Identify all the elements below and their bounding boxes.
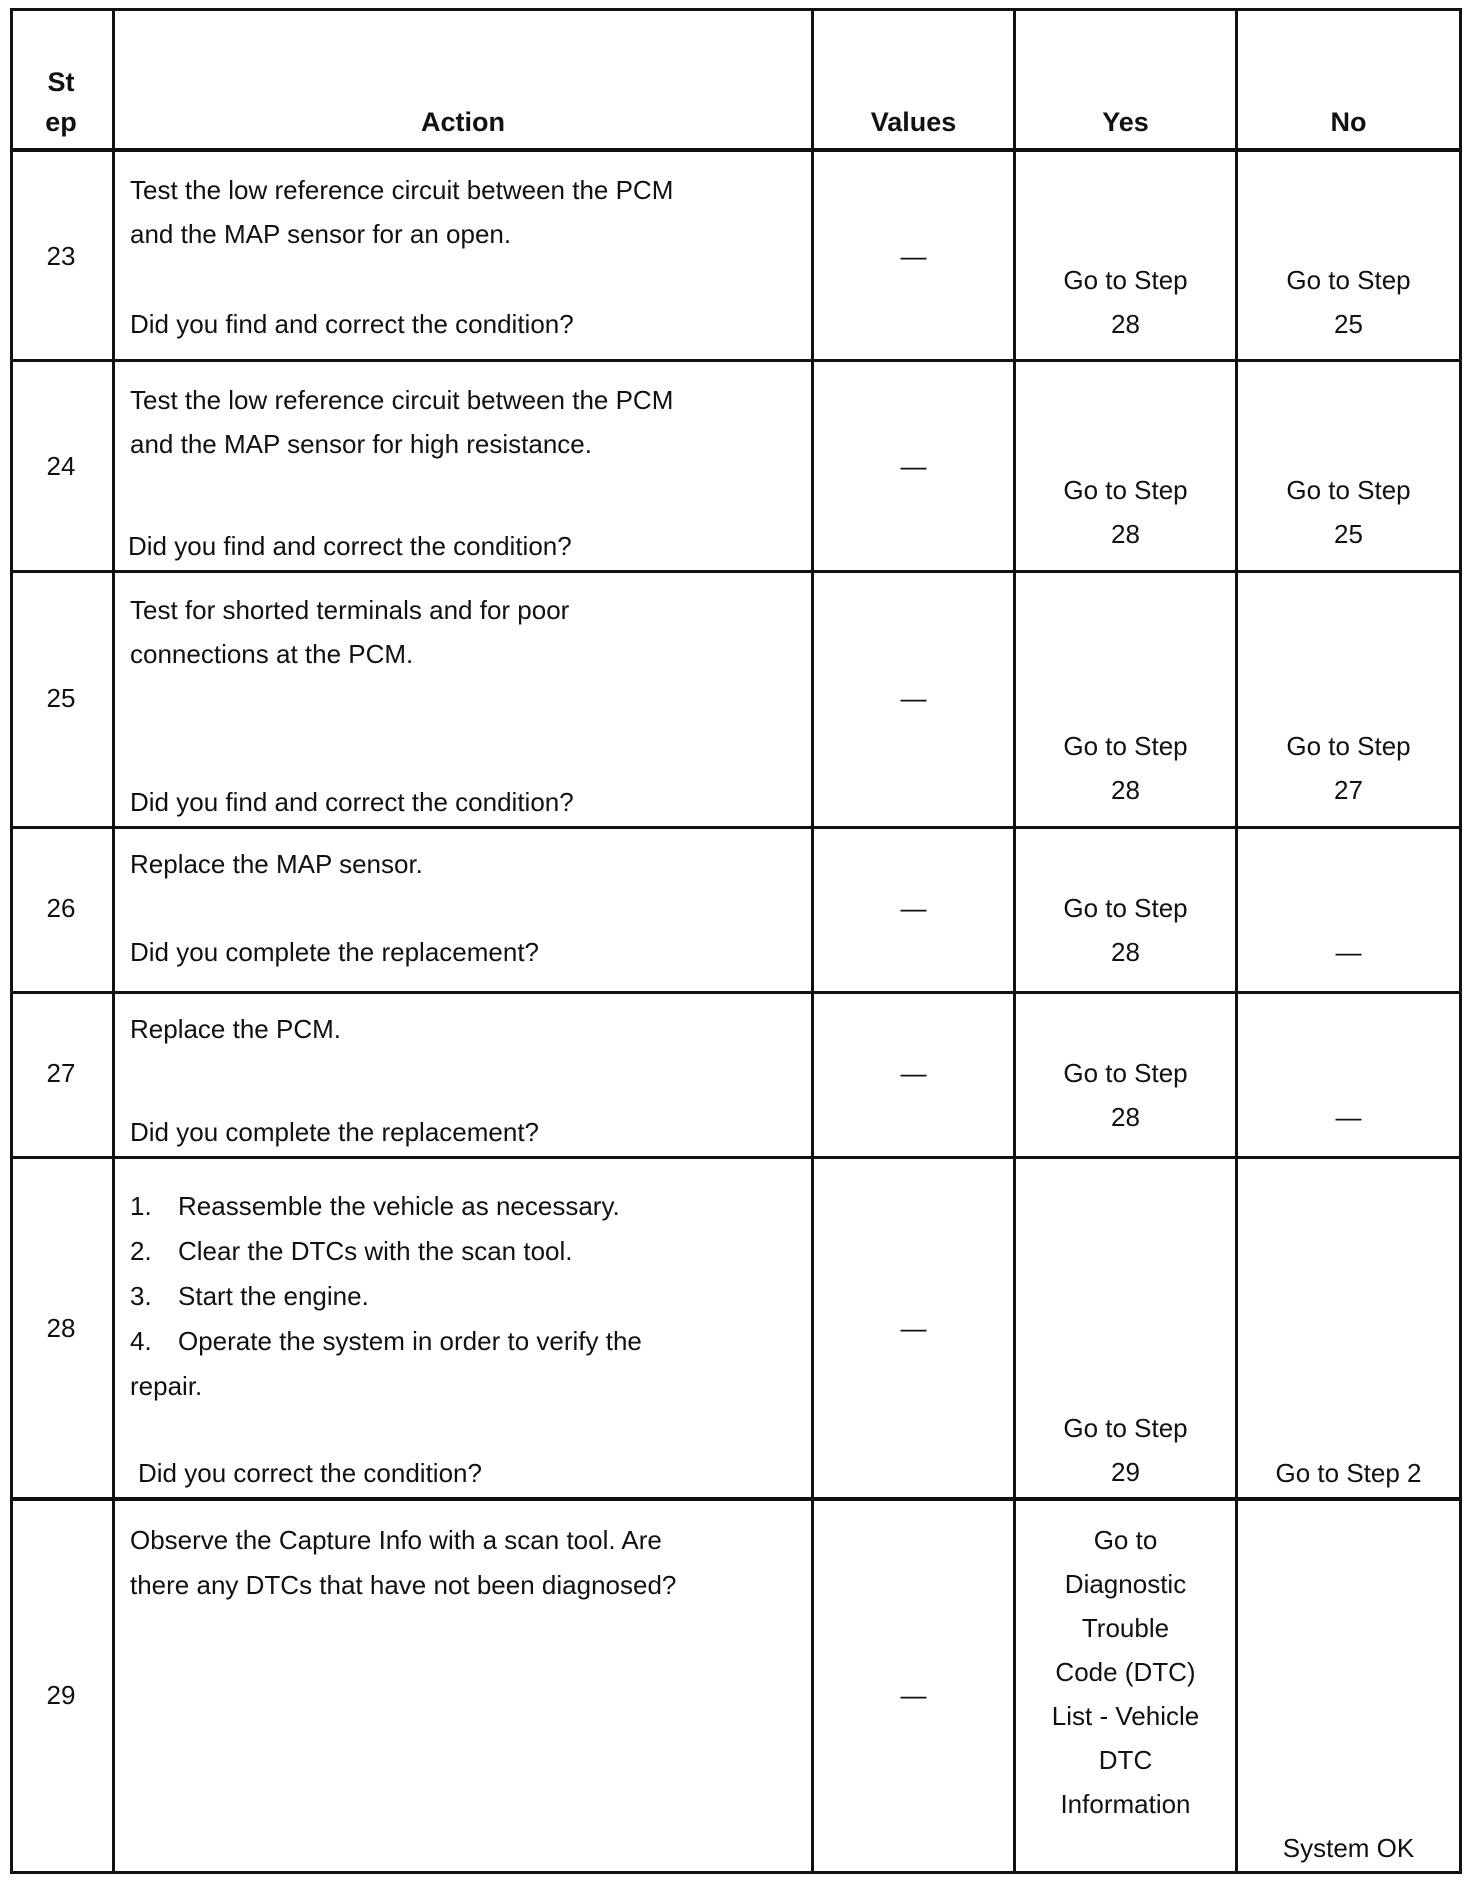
table-border-left (10, 8, 13, 1874)
step-number: 27 (46, 1058, 76, 1088)
no-result: System OK (1282, 1833, 1415, 1863)
list-text: Reassemble the vehicle as necessary. (178, 1191, 620, 1221)
step-number: 28 (46, 1313, 76, 1343)
action-question: Did you find and correct the condition? (130, 787, 574, 817)
list-item (130, 1319, 642, 1363)
action-text: there any DTCs that have not been diagnosed? (130, 1570, 677, 1600)
step-number: 29 (46, 1680, 76, 1710)
no-result: — (1335, 1102, 1362, 1132)
list-number: 3. (130, 1281, 152, 1311)
no-result-text: Go to Step (1286, 265, 1411, 295)
yes-result (1016, 886, 1235, 974)
yes-result-text: Go to Step (1063, 1058, 1188, 1088)
action-text: Test the low reference circuit between the PCM (130, 175, 674, 205)
table-border-right (1459, 8, 1462, 1874)
yes-result-step: 29 (1111, 1457, 1140, 1487)
yes-result (1016, 1518, 1235, 1826)
yes-result-step: 28 (1111, 937, 1140, 967)
yes-result-text: Go to Step (1063, 731, 1188, 761)
no-result-step: 25 (1334, 309, 1363, 339)
list-text: Start the engine. (178, 1281, 369, 1311)
list-number: 2. (130, 1236, 152, 1266)
yes-result-text: Go to Step (1063, 893, 1188, 923)
values-cell: — (900, 683, 927, 713)
step-number: 24 (46, 451, 76, 481)
yes-result-line: Diagnostic (1064, 1569, 1187, 1599)
header-values: Values (870, 107, 957, 137)
step-number: 26 (46, 893, 76, 923)
no-result: — (1335, 937, 1362, 967)
action-text: Test the low reference circuit between the PCM (130, 385, 674, 415)
no-result-step: 27 (1334, 775, 1363, 805)
list-text: Clear the DTCs with the scan tool. (178, 1236, 573, 1266)
yes-result-step: 28 (1111, 1102, 1140, 1132)
row-divider (10, 826, 1462, 829)
yes-result-text: Go to Step (1063, 1413, 1188, 1443)
action-text: Replace the PCM. (130, 1014, 341, 1044)
no-result (1238, 468, 1459, 556)
yes-result (1016, 1406, 1235, 1494)
list-item (130, 1229, 573, 1273)
header-no: No (1330, 107, 1367, 137)
no-result (1238, 258, 1459, 346)
yes-result-step: 28 (1111, 519, 1140, 549)
no-result-text: Go to Step (1286, 731, 1411, 761)
yes-result-line: Trouble (1081, 1613, 1170, 1643)
action-text: and the MAP sensor for high resistance. (130, 429, 592, 459)
yes-result (1016, 1051, 1235, 1139)
list-item (130, 1184, 620, 1228)
action-text: Test for shorted terminals and for poor (130, 595, 570, 625)
yes-result-line: Information (1060, 1789, 1191, 1819)
column-divider (112, 8, 115, 1874)
step-number: 25 (46, 683, 76, 713)
values-cell: — (900, 241, 927, 271)
list-number: 1. (130, 1191, 152, 1221)
values-cell: — (900, 893, 927, 923)
action-question: Did you complete the replacement? (130, 937, 540, 967)
yes-result-step: 28 (1111, 775, 1140, 805)
row-divider (10, 359, 1462, 362)
step-number: 23 (46, 241, 76, 271)
row-divider (10, 1156, 1462, 1159)
list-item-wrap: repair. (130, 1371, 203, 1401)
table-border-bottom (10, 1871, 1462, 1874)
list-item (130, 1274, 369, 1318)
table-border-top (10, 8, 1462, 11)
action-question: Did you correct the condition? (138, 1458, 482, 1488)
yes-result (1016, 724, 1235, 812)
values-cell: — (900, 1313, 927, 1343)
yes-result-line: List - Vehicle (1051, 1701, 1200, 1731)
yes-result (1016, 468, 1235, 556)
yes-result-line: Code (DTC) (1055, 1657, 1196, 1687)
header-yes: Yes (1102, 107, 1149, 137)
yes-result-line: DTC (1098, 1745, 1153, 1775)
action-question: Did you complete the replacement? (130, 1117, 540, 1147)
action-text: connections at the PCM. (130, 639, 414, 669)
row-divider (10, 570, 1462, 573)
action-text: Observe the Capture Info with a scan tool. Are (130, 1525, 662, 1555)
no-result: Go to Step 2 (1275, 1458, 1422, 1488)
values-cell: — (900, 451, 927, 481)
row-divider (10, 1497, 1462, 1501)
no-result-step: 25 (1334, 519, 1363, 549)
action-question: Did you find and correct the condition? (130, 309, 574, 339)
list-text: Operate the system in order to verify the (178, 1326, 642, 1356)
action-text: Replace the MAP sensor. (130, 849, 423, 879)
yes-result-line: Go to (1093, 1525, 1158, 1555)
header-action: Action (421, 107, 505, 137)
row-divider (10, 991, 1462, 994)
no-result-text: Go to Step (1286, 475, 1411, 505)
yes-result-text: Go to Step (1063, 475, 1188, 505)
yes-result (1016, 258, 1235, 346)
diagnostic-table (10, 8, 1462, 1874)
values-cell: — (900, 1680, 927, 1710)
action-question: Did you find and correct the condition? (128, 531, 572, 561)
action-text: and the MAP sensor for an open. (130, 219, 512, 249)
values-cell: — (900, 1058, 927, 1088)
yes-result-step: 28 (1111, 309, 1140, 339)
column-divider (811, 8, 814, 1874)
list-number: 4. (130, 1326, 152, 1356)
no-result (1238, 724, 1459, 812)
yes-result-text: Go to Step (1063, 265, 1188, 295)
header-divider (10, 148, 1462, 152)
header-step: St ep (45, 67, 77, 137)
